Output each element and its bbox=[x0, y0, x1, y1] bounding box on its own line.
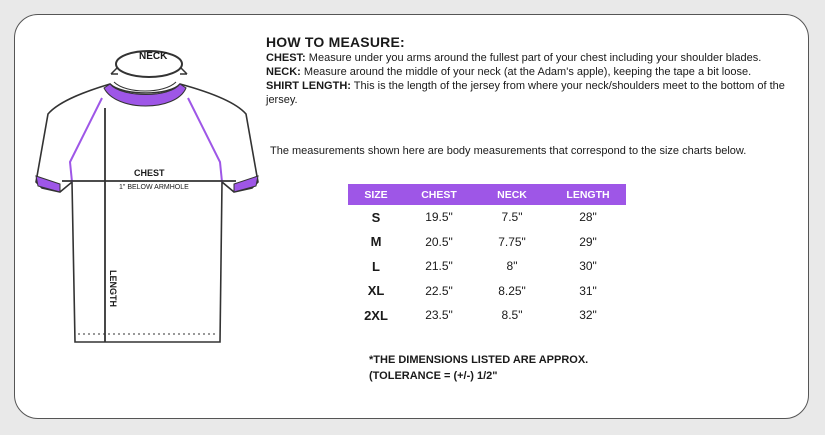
size-cell: L bbox=[372, 258, 380, 274]
dimensions-disclaimer bbox=[369, 352, 588, 384]
neck-cell: 8.25" bbox=[498, 283, 526, 298]
size-chart-header-row bbox=[348, 184, 626, 205]
shirt-diagram bbox=[30, 42, 280, 362]
chest-label: CHEST bbox=[134, 168, 165, 178]
neck-instruction bbox=[266, 65, 806, 79]
length-cell: 29" bbox=[579, 234, 597, 249]
chest-cell: 21.5" bbox=[425, 259, 453, 274]
table-row bbox=[348, 205, 626, 230]
table-row bbox=[348, 303, 626, 328]
chest-cell: 20.5" bbox=[425, 234, 453, 249]
chest-cell: 19.5" bbox=[425, 210, 453, 225]
instructions-title: HOW TO MEASURE: bbox=[266, 34, 405, 50]
table-row bbox=[348, 230, 626, 255]
header-neck: NECK bbox=[474, 184, 550, 205]
length-cell: 31" bbox=[579, 283, 597, 298]
disclaimer-line-1: *THE DIMENSIONS LISTED ARE APPROX. bbox=[369, 354, 589, 366]
armhole-label: 1" BELOW ARMHOLE bbox=[119, 184, 189, 191]
neck-cell: 8" bbox=[506, 259, 518, 274]
neck-arrow-right bbox=[180, 67, 187, 74]
header-chest: CHEST bbox=[404, 184, 474, 205]
chest-term: CHEST: bbox=[266, 52, 306, 64]
t-shirt-illustration bbox=[30, 42, 280, 362]
size-cell: 2XL bbox=[364, 307, 388, 323]
size-chart-table bbox=[348, 184, 626, 328]
chest-cell: 22.5" bbox=[425, 283, 453, 298]
neck-label: NECK bbox=[139, 51, 168, 62]
neck-cell: 8.5" bbox=[501, 308, 523, 323]
neck-term: NECK: bbox=[266, 66, 301, 78]
neck-arrow-left bbox=[111, 67, 118, 74]
neck-cell: 7.75" bbox=[498, 234, 526, 249]
body-measurement-note: The measurements shown here are body measurements that correspond to the size charts below. bbox=[270, 145, 747, 157]
chest-instruction bbox=[266, 51, 806, 65]
table-row bbox=[348, 279, 626, 304]
size-cell: S bbox=[371, 209, 381, 225]
length-instruction bbox=[266, 79, 806, 107]
shirt-outline bbox=[36, 84, 258, 342]
chest-cell: 23.5" bbox=[425, 308, 453, 323]
length-text: This is the length of the jersey from where your neck/shoulders meet to the bottom of the jersey. bbox=[266, 80, 785, 106]
length-cell: 28" bbox=[579, 210, 597, 225]
length-cell: 30" bbox=[579, 259, 597, 274]
table-row bbox=[348, 254, 626, 279]
size-cell: M bbox=[370, 234, 382, 250]
length-label: LENGTH bbox=[108, 270, 118, 307]
length-cell: 32" bbox=[579, 308, 597, 323]
size-cell: XL bbox=[367, 283, 385, 299]
neck-cell: 7.5" bbox=[501, 210, 523, 225]
neck-text: Measure around the middle of your neck (at the Adam's apple), keeping the tape a bit loose. bbox=[300, 66, 752, 78]
measuring-instructions bbox=[266, 35, 806, 107]
disclaimer-line-2: (TOLERANCE = (+/-) 1/2" bbox=[369, 370, 498, 382]
chest-text: Measure under you arms around the fullest part of your chest including your shoulder blades. bbox=[305, 52, 762, 64]
header-size: SIZE bbox=[348, 184, 404, 205]
length-term: SHIRT LENGTH: bbox=[266, 80, 351, 92]
header-length: LENGTH bbox=[550, 184, 626, 205]
